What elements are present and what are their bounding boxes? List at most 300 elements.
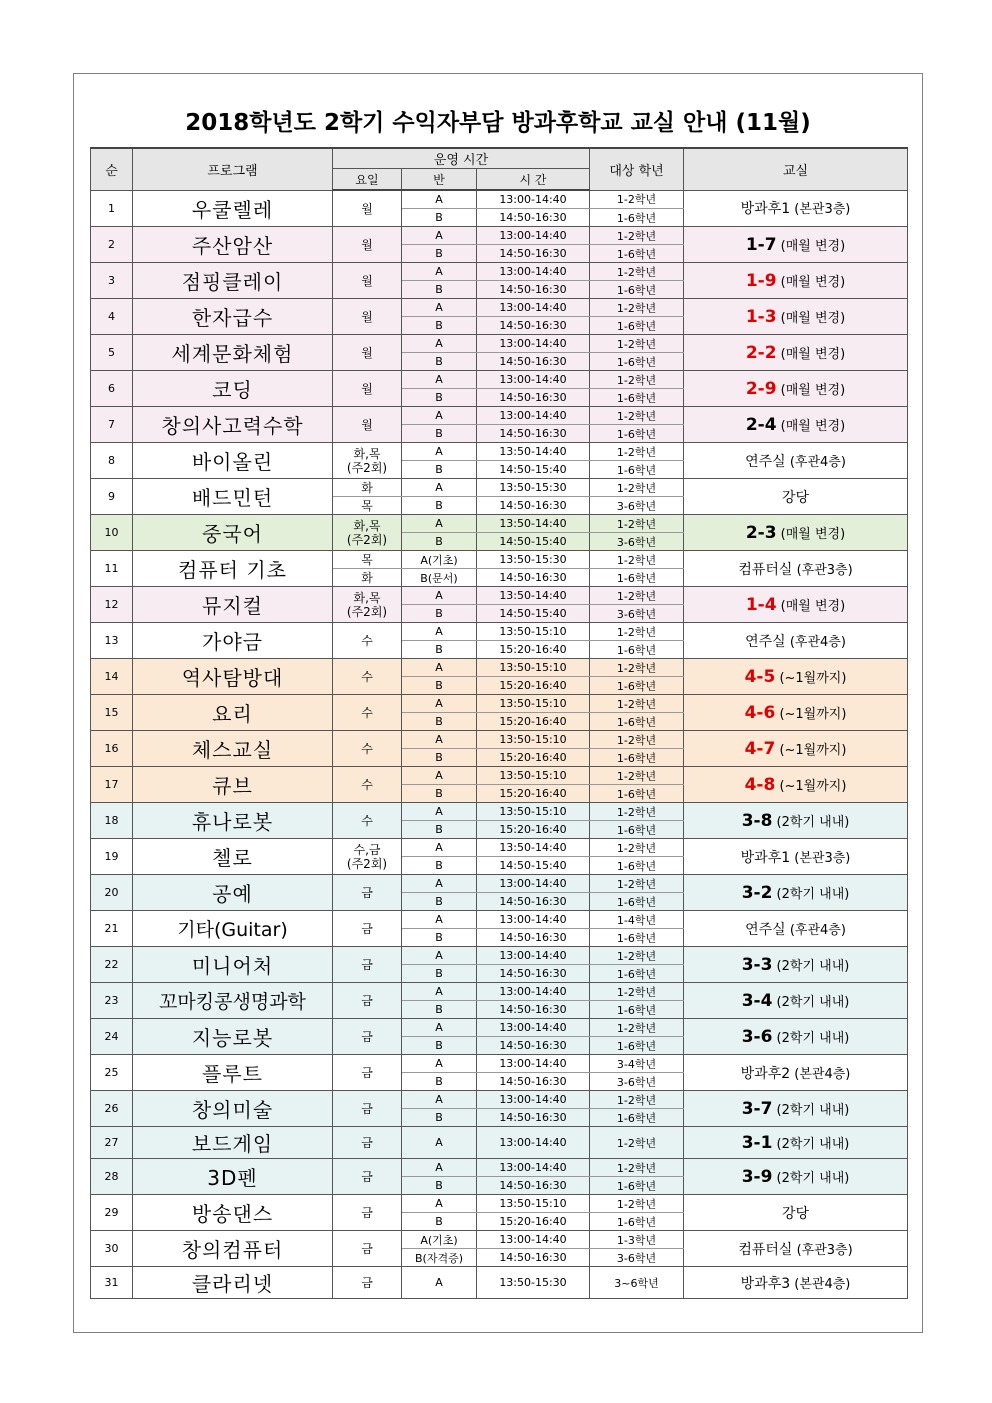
class-cell: B [402, 677, 477, 695]
target-cell: 1-6학년 [590, 641, 684, 659]
header-target: 대상 학년 [590, 148, 684, 190]
room-note: (후관3층) [792, 1242, 853, 1258]
room-cell [684, 443, 908, 479]
target-cell: 1-6학년 [590, 713, 684, 731]
time-cell: 13:00-14:40 [477, 911, 590, 929]
room-number: 방과후2 [740, 1065, 791, 1082]
target-cell: 1-6학년 [590, 317, 684, 335]
header-day: 요일 [333, 169, 402, 191]
table-row [91, 227, 908, 245]
room-number: 1-3 [745, 306, 777, 327]
program-name: 세계문화체험 [133, 335, 333, 371]
target-cell: 1-6학년 [590, 461, 684, 479]
time-cell: 13:50-15:30 [477, 479, 590, 497]
time-cell: 14:50-16:30 [477, 1249, 590, 1267]
time-cell: 13:00-14:40 [477, 1055, 590, 1073]
program-name: 뮤지컬 [133, 587, 333, 623]
day-cell: 금 [333, 1159, 402, 1195]
time-cell: 13:00-14:40 [477, 335, 590, 353]
room-number: 1-9 [745, 270, 777, 291]
table-row [91, 1159, 908, 1177]
row-number: 12 [91, 587, 133, 623]
class-cell: A [402, 911, 477, 929]
target-cell: 1-2학년 [590, 983, 684, 1001]
program-name: 창의컴퓨터 [133, 1231, 333, 1267]
class-cell: A [402, 731, 477, 749]
target-cell: 1-6학년 [590, 569, 684, 587]
header-time: 시 간 [477, 169, 590, 191]
room-cell [684, 190, 908, 227]
class-cell: A [402, 623, 477, 641]
room-cell [684, 803, 908, 839]
class-cell: A [402, 335, 477, 353]
table-row [91, 731, 908, 749]
time-cell: 15:20-16:40 [477, 821, 590, 839]
time-cell: 13:50-15:30 [477, 551, 590, 569]
time-cell: 13:00-14:40 [477, 1231, 590, 1249]
room-note: (~1월까지) [775, 706, 847, 722]
time-cell: 13:00-14:40 [477, 299, 590, 317]
room-cell [684, 947, 908, 983]
target-cell: 1-2학년 [590, 371, 684, 389]
time-cell: 14:50-16:30 [477, 1073, 590, 1091]
class-cell: B [402, 497, 477, 515]
time-cell: 13:50-15:30 [477, 1267, 590, 1299]
class-cell: B [402, 461, 477, 479]
class-cell: A [402, 479, 477, 497]
day-cell: 금 [333, 1231, 402, 1267]
room-number: 3-3 [741, 954, 773, 975]
time-cell: 13:00-14:40 [477, 371, 590, 389]
class-cell: B [402, 749, 477, 767]
room-number: 연주실 [745, 921, 786, 938]
room-cell [684, 695, 908, 731]
class-cell: B [402, 1213, 477, 1231]
time-cell: 13:50-15:10 [477, 1195, 590, 1213]
class-cell: B [402, 821, 477, 839]
room-note: (본관4층) [790, 1276, 851, 1292]
room-cell [684, 659, 908, 695]
target-cell: 3-4학년 [590, 1055, 684, 1073]
time-cell: 15:20-16:40 [477, 749, 590, 767]
day-cell: 금 [333, 875, 402, 911]
time-cell: 14:50-16:30 [477, 497, 590, 515]
row-number: 21 [91, 911, 133, 947]
room-cell [684, 731, 908, 767]
room-number: 2-2 [745, 342, 777, 363]
class-cell: A [402, 263, 477, 281]
class-cell: A [402, 371, 477, 389]
table-row [91, 1267, 908, 1299]
class-cell: A [402, 983, 477, 1001]
header-op-time: 운영 시간 [333, 148, 590, 169]
row-number: 20 [91, 875, 133, 911]
row-number: 8 [91, 443, 133, 479]
table-row [91, 515, 908, 533]
day-cell: 화,목 (주2회) [333, 443, 402, 479]
target-cell: 1-2학년 [590, 875, 684, 893]
program-name: 바이올린 [133, 443, 333, 479]
time-cell: 14:50-16:30 [477, 1037, 590, 1055]
class-cell: B [402, 353, 477, 371]
day-cell: 금 [333, 911, 402, 947]
class-cell: A [402, 1055, 477, 1073]
target-cell: 3-6학년 [590, 497, 684, 515]
program-name: 창의미술 [133, 1091, 333, 1127]
day-cell: 목 [333, 497, 402, 515]
day-cell: 월 [333, 263, 402, 299]
class-cell: B(문서) [402, 569, 477, 587]
time-cell: 13:00-14:40 [477, 983, 590, 1001]
header-no: 순 [91, 148, 133, 190]
time-cell: 13:00-14:40 [477, 1091, 590, 1109]
target-cell: 1-2학년 [590, 479, 684, 497]
row-number: 1 [91, 190, 133, 227]
time-cell: 15:20-16:40 [477, 785, 590, 803]
time-cell: 13:00-14:40 [477, 875, 590, 893]
row-number: 7 [91, 407, 133, 443]
class-cell: B [402, 1109, 477, 1127]
room-note: (2학기 내내) [772, 1136, 850, 1152]
time-cell: 14:50-16:30 [477, 317, 590, 335]
room-cell [684, 587, 908, 623]
room-cell [684, 371, 908, 407]
room-note: (본관3층) [790, 850, 851, 866]
room-cell [684, 1055, 908, 1091]
target-cell: 3-6학년 [590, 533, 684, 551]
class-cell: A [402, 839, 477, 857]
class-cell: A [402, 1267, 477, 1299]
room-note: (매월 변경) [776, 274, 846, 290]
row-number: 5 [91, 335, 133, 371]
room-cell [684, 875, 908, 911]
time-cell: 14:50-15:40 [477, 533, 590, 551]
room-note: (2학기 내내) [772, 1170, 850, 1186]
program-name: 역사탐방대 [133, 659, 333, 695]
table-row [91, 839, 908, 857]
target-cell: 1-6학년 [590, 929, 684, 947]
class-cell: B [402, 209, 477, 227]
table-row [91, 551, 908, 569]
room-number: 2-3 [745, 522, 777, 543]
row-number: 29 [91, 1195, 133, 1231]
room-number: 4-6 [744, 702, 776, 723]
room-number: 3-4 [741, 990, 773, 1011]
target-cell: 1-6학년 [590, 389, 684, 407]
program-name: 휴나로봇 [133, 803, 333, 839]
time-cell: 13:50-15:10 [477, 803, 590, 821]
class-cell: B [402, 1177, 477, 1195]
time-cell: 13:00-14:40 [477, 263, 590, 281]
table-row [91, 299, 908, 317]
day-cell: 수 [333, 623, 402, 659]
time-cell: 13:50-14:40 [477, 515, 590, 533]
class-cell: B(자격증) [402, 1249, 477, 1267]
time-cell: 13:00-14:40 [477, 190, 590, 209]
room-note: (후관3층) [792, 562, 853, 578]
target-cell: 1-2학년 [590, 623, 684, 641]
row-number: 3 [91, 263, 133, 299]
program-name: 기타(Guitar) [133, 911, 333, 947]
class-cell: A [402, 1195, 477, 1213]
time-cell: 13:50-15:10 [477, 695, 590, 713]
program-name: 요리 [133, 695, 333, 731]
target-cell: 1-6학년 [590, 353, 684, 371]
class-cell: B [402, 317, 477, 335]
day-cell: 월 [333, 371, 402, 407]
room-number: 강당 [781, 489, 810, 506]
class-cell: B [402, 605, 477, 623]
room-number: 강당 [781, 1205, 810, 1222]
target-cell: 3-6학년 [590, 605, 684, 623]
day-cell: 목 [333, 551, 402, 569]
row-number: 2 [91, 227, 133, 263]
table-row [91, 1127, 908, 1159]
table-row [91, 1019, 908, 1037]
target-cell: 1-2학년 [590, 1127, 684, 1159]
time-cell: 14:50-16:30 [477, 389, 590, 407]
time-cell: 14:50-16:30 [477, 893, 590, 911]
program-name: 점핑클레이 [133, 263, 333, 299]
target-cell: 1-6학년 [590, 1037, 684, 1055]
row-number: 31 [91, 1267, 133, 1299]
target-cell: 1-2학년 [590, 839, 684, 857]
time-cell: 13:00-14:40 [477, 227, 590, 245]
table-body [91, 190, 908, 1299]
room-number: 1-4 [745, 594, 777, 615]
header-class: 반 [402, 169, 477, 191]
target-cell: 1-6학년 [590, 209, 684, 227]
target-cell: 1-6학년 [590, 1109, 684, 1127]
time-cell: 15:20-16:40 [477, 677, 590, 695]
row-number: 15 [91, 695, 133, 731]
room-number: 4-5 [744, 666, 776, 687]
program-name: 방송댄스 [133, 1195, 333, 1231]
room-note: (2학기 내내) [772, 814, 850, 830]
row-number: 25 [91, 1055, 133, 1091]
table-row [91, 1195, 908, 1213]
room-note: (후관4층) [785, 922, 846, 938]
room-number: 4-8 [744, 774, 776, 795]
class-cell: A [402, 767, 477, 785]
time-cell: 14:50-16:30 [477, 965, 590, 983]
room-cell [684, 227, 908, 263]
target-cell: 3~6학년 [590, 1267, 684, 1299]
room-note: (매월 변경) [776, 598, 846, 614]
time-cell: 14:50-16:30 [477, 569, 590, 587]
room-cell [684, 515, 908, 551]
table-row [91, 875, 908, 893]
header-program: 프로그램 [133, 148, 333, 190]
room-note: (본관3층) [790, 202, 851, 218]
program-name: 창의사고력수학 [133, 407, 333, 443]
program-name: 가야금 [133, 623, 333, 659]
time-cell: 14:50-16:30 [477, 425, 590, 443]
day-cell: 수 [333, 659, 402, 695]
time-cell: 15:20-16:40 [477, 641, 590, 659]
program-name: 클라리넷 [133, 1267, 333, 1299]
day-cell: 금 [333, 947, 402, 983]
room-note: (매월 변경) [776, 526, 846, 542]
target-cell: 1-2학년 [590, 659, 684, 677]
class-cell: B [402, 389, 477, 407]
class-cell: B [402, 929, 477, 947]
time-cell: 14:50-16:30 [477, 281, 590, 299]
class-cell: A [402, 190, 477, 209]
room-note: (후관4층) [785, 634, 846, 650]
room-cell [684, 839, 908, 875]
room-note: (2학기 내내) [772, 958, 850, 974]
row-number: 27 [91, 1127, 133, 1159]
page-title: 2018학년도 2학기 수익자부담 방과후학교 교실 안내 (11월) [185, 110, 811, 136]
header-room: 교실 [684, 148, 908, 190]
target-cell: 1-6학년 [590, 1001, 684, 1019]
time-cell: 14:50-16:30 [477, 929, 590, 947]
table-row [91, 1055, 908, 1073]
target-cell: 1-2학년 [590, 515, 684, 533]
room-note: (본관4층) [790, 1066, 851, 1082]
row-number: 17 [91, 767, 133, 803]
class-cell: B [402, 713, 477, 731]
target-cell: 1-2학년 [590, 443, 684, 461]
room-number: 3-9 [741, 1166, 773, 1187]
time-cell: 13:00-14:40 [477, 407, 590, 425]
table-row [91, 623, 908, 641]
day-cell: 월 [333, 227, 402, 263]
day-cell: 금 [333, 1019, 402, 1055]
room-cell [684, 551, 908, 587]
time-cell: 13:50-14:40 [477, 839, 590, 857]
table-row [91, 263, 908, 281]
room-note: (~1월까지) [775, 742, 847, 758]
room-cell [684, 911, 908, 947]
time-cell: 14:50-16:30 [477, 209, 590, 227]
room-cell [684, 1019, 908, 1055]
room-cell [684, 299, 908, 335]
table-row [91, 1231, 908, 1249]
day-cell: 수,금 (주2회) [333, 839, 402, 875]
room-note: (매월 변경) [776, 346, 846, 362]
room-cell [684, 335, 908, 371]
room-note: (매월 변경) [776, 310, 846, 326]
program-name: 꼬마킹콩생명과학 [133, 983, 333, 1019]
class-cell: B [402, 533, 477, 551]
program-name: 주산암산 [133, 227, 333, 263]
target-cell: 1-6학년 [590, 1213, 684, 1231]
target-cell: 1-2학년 [590, 803, 684, 821]
room-note: (매월 변경) [776, 238, 846, 254]
room-number: 3-8 [741, 810, 773, 831]
class-cell: A [402, 587, 477, 605]
row-number: 16 [91, 731, 133, 767]
room-number: 방과후3 [740, 1275, 791, 1292]
target-cell: 1-2학년 [590, 767, 684, 785]
table-row [91, 443, 908, 461]
room-cell [684, 1091, 908, 1127]
room-cell [684, 407, 908, 443]
target-cell: 1-2학년 [590, 1195, 684, 1213]
room-cell [684, 263, 908, 299]
table-row [91, 767, 908, 785]
target-cell: 1-6학년 [590, 749, 684, 767]
program-name: 지능로봇 [133, 1019, 333, 1055]
day-cell: 월 [333, 190, 402, 227]
class-cell: A [402, 1019, 477, 1037]
target-cell: 1-6학년 [590, 1177, 684, 1195]
table-row [91, 911, 908, 929]
row-number: 18 [91, 803, 133, 839]
class-cell: A [402, 443, 477, 461]
target-cell: 1-2학년 [590, 299, 684, 317]
class-cell: A(기초) [402, 551, 477, 569]
class-cell: B [402, 965, 477, 983]
program-name: 공예 [133, 875, 333, 911]
program-name: 우쿨렐레 [133, 190, 333, 227]
time-cell: 13:50-14:40 [477, 443, 590, 461]
target-cell: 3-6학년 [590, 1249, 684, 1267]
room-cell [684, 1231, 908, 1267]
target-cell: 1-6학년 [590, 965, 684, 983]
room-cell [684, 1267, 908, 1299]
table-row [91, 983, 908, 1001]
day-cell: 월 [333, 335, 402, 371]
class-cell: A [402, 227, 477, 245]
room-note: (2학기 내내) [772, 1102, 850, 1118]
target-cell: 1-6학년 [590, 245, 684, 263]
target-cell: 1-6학년 [590, 785, 684, 803]
row-number: 30 [91, 1231, 133, 1267]
target-cell: 1-4학년 [590, 911, 684, 929]
time-cell: 13:00-14:40 [477, 1159, 590, 1177]
day-cell: 수 [333, 731, 402, 767]
class-cell: A [402, 1091, 477, 1109]
row-number: 24 [91, 1019, 133, 1055]
time-cell: 15:20-16:40 [477, 713, 590, 731]
room-note: (2학기 내내) [772, 1030, 850, 1046]
time-cell: 14:50-16:30 [477, 245, 590, 263]
class-cell: A [402, 407, 477, 425]
room-number: 2-4 [745, 414, 777, 435]
day-cell: 화 [333, 569, 402, 587]
day-cell: 금 [333, 1267, 402, 1299]
room-number: 3-1 [741, 1132, 773, 1153]
row-number: 9 [91, 479, 133, 515]
class-cell: A [402, 1127, 477, 1159]
target-cell: 1-2학년 [590, 731, 684, 749]
target-cell: 1-2학년 [590, 947, 684, 965]
class-cell: A [402, 515, 477, 533]
target-cell: 1-2학년 [590, 1019, 684, 1037]
program-name: 플루트 [133, 1055, 333, 1091]
program-name: 한자급수 [133, 299, 333, 335]
table-row [91, 803, 908, 821]
table-row [91, 190, 908, 209]
class-cell: A [402, 875, 477, 893]
time-cell: 13:50-15:10 [477, 659, 590, 677]
room-number: 3-7 [741, 1098, 773, 1119]
time-cell: 13:00-14:40 [477, 947, 590, 965]
class-cell: B [402, 857, 477, 875]
target-cell: 1-2학년 [590, 695, 684, 713]
room-note: (~1월까지) [775, 778, 847, 794]
room-note: (매월 변경) [776, 418, 846, 434]
day-cell: 금 [333, 1195, 402, 1231]
table-row [91, 479, 908, 497]
time-cell: 14:50-16:30 [477, 1177, 590, 1195]
table-row [91, 407, 908, 425]
program-name: 첼로 [133, 839, 333, 875]
time-cell: 13:50-14:40 [477, 587, 590, 605]
